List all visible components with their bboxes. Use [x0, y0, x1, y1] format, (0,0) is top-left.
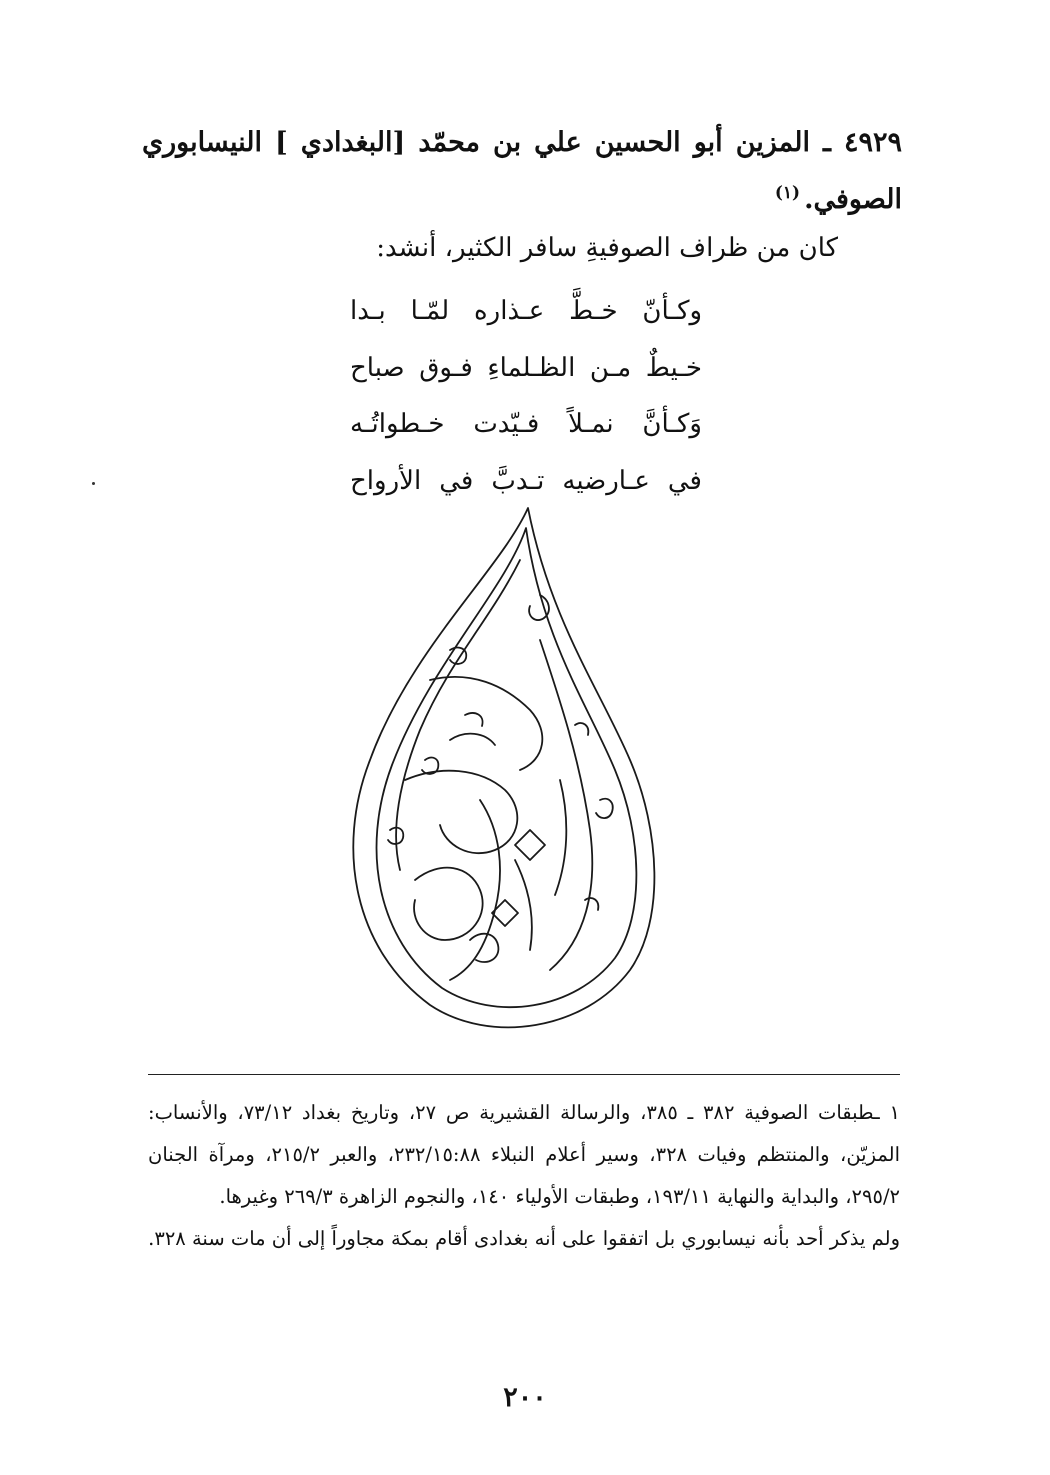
entry-heading-line2: [142, 168, 902, 225]
verse-line: في عـارضيه تـدبَّ في الأرواح: [350, 465, 702, 496]
footnote-1: ١ ـطبقات الصوفية ٣٨٢ ـ ٣٨٥، والرسالة القشيرية ص ٢٧، وتاريخ بغداد ٧٣/١٢، والأنساب: المزيّن، والمنتظم وفيات ٣٢٨، وسير أعلام النبلاء ٢٣٢/١٥:٨٨، والعبر ٢١٥/٢، ومرآة الجنان ٢٩٥/٢، والبداية والنهاية ١٩٣/١١، وطبقات الأولياء ١٤٠، والنجوم الزاهرة ٢٦٩/٣ وغيرها.: [148, 1101, 900, 1208]
intro-text: كان من ظراف الصوفيةِ سافر الكثير، أنشد:: [376, 233, 838, 263]
verse-line: وَكـأنَّ نمـلاً فـيّدت خـطواتُـه: [350, 409, 702, 439]
footnote-2: ولم يذكر أحد بأنه نيسابوري بل اتفقوا على أنه بغدادى أقام بمكة مجاوراً إلى أن مات سنة ٣٢٨.: [148, 1227, 900, 1250]
entry-heading-line2-text: الصوفي.: [804, 184, 902, 215]
footnotes: [148, 1092, 900, 1260]
verse-line: خـيطٌ مـن الظـلماءِ فـوق صباح: [350, 352, 702, 383]
verse-line: وكـأنّ خـطَّ عـذاره لمّـا بـدا: [350, 296, 702, 326]
footnote-separator: [148, 1074, 900, 1075]
entry-heading-line1: ٤٩٢٩ ـ المزين أبو الحسين علي بن محمّد [البغدادي ] النيسابوري: [142, 127, 902, 158]
calligraphy-strokes: [353, 508, 654, 1027]
stray-dot: [92, 482, 95, 485]
entry-heading: [142, 118, 902, 225]
page-number: ٢٠٠: [503, 1382, 547, 1413]
footnote-marker: (١): [774, 183, 801, 203]
calligraphy-teardrop-image: [330, 500, 660, 1040]
poem-verses: [350, 283, 702, 509]
